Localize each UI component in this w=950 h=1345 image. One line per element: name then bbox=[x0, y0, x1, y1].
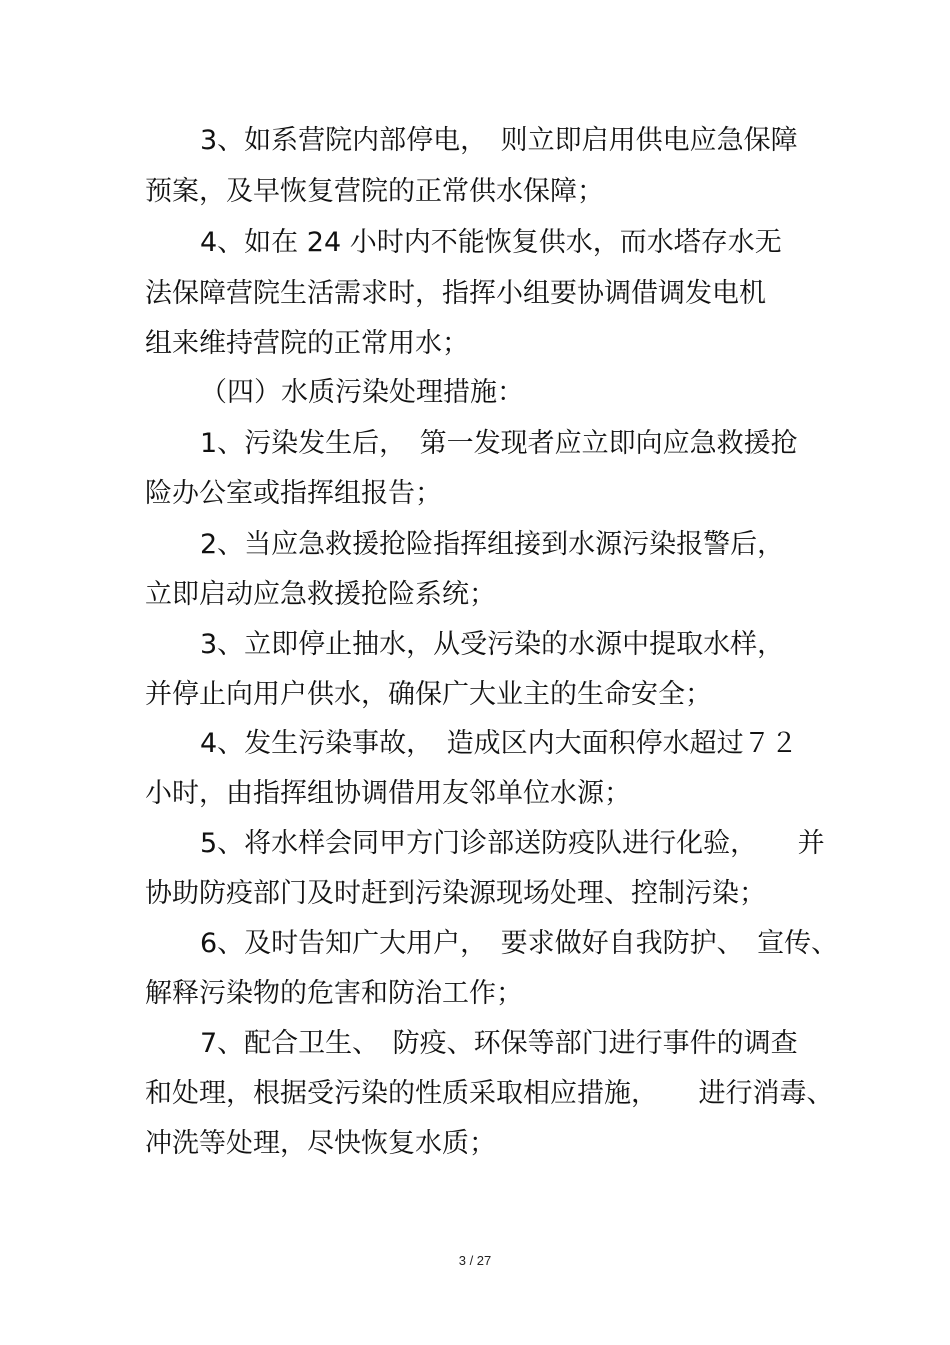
text-line: 险办公室或指挥组报告； bbox=[145, 478, 442, 509]
text-line: 小时，由指挥组协调借用友邻单位水源； bbox=[145, 778, 631, 809]
section-heading: （四）水质污染处理措施： bbox=[200, 377, 524, 408]
page-number: 3 / 27 bbox=[458, 1253, 492, 1268]
text-line: 冲洗等处理，尽快恢复水质； bbox=[145, 1128, 496, 1159]
text-line: 2、当应急救援抢险指挥组接到水源污染报警后， bbox=[200, 529, 785, 560]
text-line: 3、立即停止抽水，从受污染的水源中提取水样， bbox=[200, 629, 785, 660]
text-line: 7、配合卫生、 防疫、环保等部门进行事件的调查 bbox=[200, 1028, 798, 1059]
text-line: 3、如系营院内部停电， 则立即启用供电应急保障 bbox=[200, 125, 798, 156]
text-line: 4、发生污染事故， 造成区内大面积停水超过７２ bbox=[200, 728, 798, 759]
text-line: 法保障营院生活需求时，指挥小组要协调借调发电机 bbox=[145, 278, 766, 309]
text-line: 协助防疫部门及时赶到污染源现场处理、控制污染； bbox=[145, 878, 766, 909]
text-line: 4、如在 24 小时内不能恢复供水，而水塔存水无 bbox=[200, 227, 782, 258]
text-line: 解释污染物的危害和防治工作； bbox=[145, 978, 523, 1009]
text-line: 5、将水样会同甲方门诊部送防疫队进行化验， 并 bbox=[200, 828, 825, 859]
text-line: 预案，及早恢复营院的正常供水保障； bbox=[145, 176, 604, 207]
text-line: 立即启动应急救援抢险系统； bbox=[145, 579, 496, 610]
text-line: 和处理，根据受污染的性质采取相应措施， 进行消毒、 bbox=[145, 1078, 834, 1109]
text-line: 1、污染发生后， 第一发现者应立即向应急救援抢 bbox=[200, 428, 798, 459]
text-line: 6、及时告知广大用户， 要求做好自我防护、 宣传、 bbox=[200, 928, 839, 959]
text-line: 组来维持营院的正常用水； bbox=[145, 328, 469, 359]
text-line: 并停止向用户供水，确保广大业主的生命安全； bbox=[145, 679, 712, 710]
